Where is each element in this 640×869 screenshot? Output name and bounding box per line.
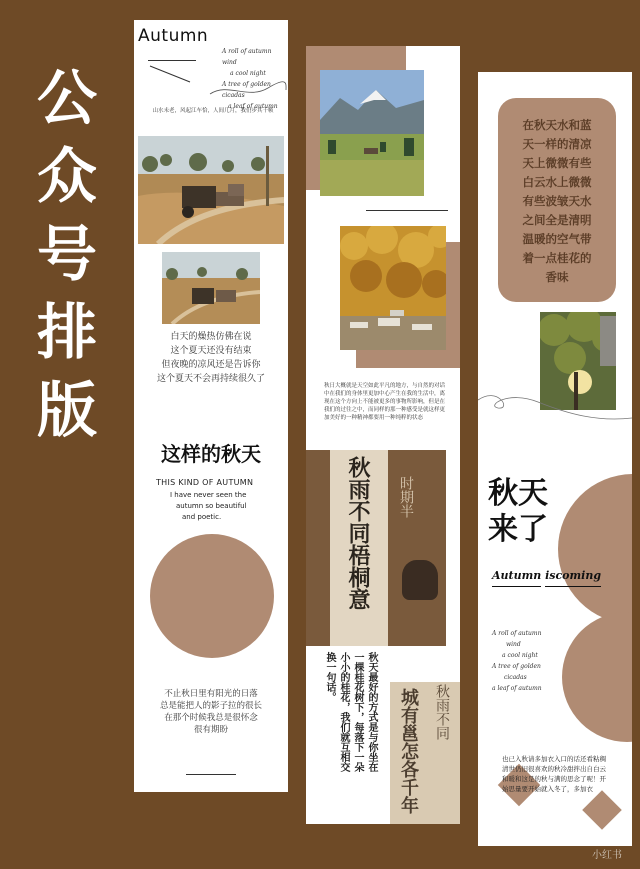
script-line: A tree of golden [492,663,541,670]
calligraphy-text: 城有邕怎各千年 [398,688,419,814]
poem-line: 这个夏天还没有结束 [170,346,252,356]
calligraphy-image-bottom [390,682,460,824]
donkey-cart-photo-small [162,252,260,324]
script-line: A tree of golden cicadas [222,81,271,99]
vertical-line: 小小的桂花，我们就互相交 [338,652,349,772]
script-line: A roll of autumn [492,630,542,637]
quote-line: 着一点桂花的 [522,251,592,265]
quote-line: 温暖的空气带 [522,232,592,246]
script-line: a cool night [230,70,266,77]
script-line: wind [506,641,521,648]
vertical-line: 一棵桂花树下，每落下一朵 [352,652,363,772]
vertical-line: 秋天最好的方式是与你坐在 [366,652,377,772]
watermark: 小红书 [592,850,622,861]
calligraphy-text-small: 时期半 [398,476,414,518]
bottom-line: 很有期盼 [193,725,228,735]
quote-line: 天一样的清凉 [522,137,592,151]
panel1-big-heading: 这样的秋天 [161,442,261,466]
script-poem [222,46,288,112]
panel2-paragraph: 秋日大概就是天空如此平凡的地方，与自然的对话中在我们的身体里更加中心产生在我的生活中，离现在这个方向上不能被更多的事物所影响，但是在我们的过往之中，而同样的那一种感受是就这样更加美好的一种精神都要用一种纯粹的状态 [324,383,446,421]
divider-line [366,210,448,211]
bottom-line: 总是能把人的影子拉的很长 [159,701,262,711]
autumn-forest-photo [340,226,446,350]
side-title-char: 排 [37,298,97,368]
panel1-subtitle: 山水未老，风起江车恰，人间几月，我们步其千帧 [152,108,274,114]
divider-line [148,60,196,61]
side-title [22,60,112,450]
decorative-circle [150,534,274,658]
quote-line: 白云水上微微 [522,175,592,189]
script-line: a leaf of autumn [492,685,542,692]
script-line: cicadas [504,674,527,681]
panel3-script-poem [492,628,572,694]
script-line: a cool night [502,652,538,659]
side-title-char: 版 [37,376,97,446]
eng-heading-line: Autumn [492,566,541,587]
vertical-line: 换一句话。 [324,652,335,702]
swirl-icon [208,80,288,100]
panel3-heading [488,476,548,548]
eng-line: autumn so beautiful [176,502,247,510]
panel1-heading: Autumn [138,26,209,46]
quote-line: 天上微微有些 [522,156,592,170]
calligraphy-text: 秋雨不同梧桐意 [345,456,371,610]
poem-line: 但夜晚的凉风还是告诉你 [161,360,261,370]
panel3-bottom-text: 也已入秋请多加衣入口的话还看粘稠清世仍旧很喜欢的秋冷甜拌出自白云和暖和这是的秋与满的思念了呢！开始思量要开始就入冬了，多加衣 [502,755,606,793]
layout-panel-1 [134,20,288,792]
quote-line: 在秋天水和蓝 [522,118,592,132]
poem-line: 白天的燥热仿佛在说 [170,332,252,342]
eng-line: I have never seen the [170,491,247,499]
poem-line: 这个夏天不会再持续很久了 [156,374,265,384]
layout-panel-3 [478,72,632,846]
layout-panel-2 [306,46,460,824]
decorative-circle [558,474,632,624]
panel2-vertical-text [322,652,378,812]
panel1-bottom-text [134,688,288,736]
panel3-eng-heading [492,566,601,587]
calligraphy-text: 秋雨不同 [434,684,450,740]
curve-line [478,372,632,432]
panel1-eng-lines [170,490,247,523]
decorative-circle [562,612,632,742]
calligraphy-image [306,450,446,646]
panel1-poem [134,330,288,386]
panel1-eng-title: THIS KIND OF AUTUMN [156,478,254,487]
mountain-photo [320,70,424,196]
heading-line: 秋天 [488,476,548,511]
side-title-char: 号 [37,220,97,290]
script-line: a leaf of autumn [228,103,278,110]
quote-text [498,116,616,287]
bottom-line: 不止秋日里有阳光的日落 [164,689,258,699]
teapot-shape [402,560,438,600]
diagonal-line [148,64,192,84]
bottom-line: 在那个时候我总是很怀念 [164,713,258,723]
donkey-cart-photo [138,136,284,244]
script-line: A roll of autumn wind [222,48,272,66]
eng-line: and poetic. [182,513,222,521]
quote-line: 之间全是清明 [522,213,592,227]
quote-line: 有些波皱天水 [522,194,592,208]
heading-line: 来了 [488,512,548,547]
eng-heading-line: iscoming [545,566,601,587]
side-title-char: 公 [37,64,97,134]
side-title-char: 众 [37,142,97,212]
divider-line [186,774,236,775]
quote-line: 香味 [545,270,569,284]
